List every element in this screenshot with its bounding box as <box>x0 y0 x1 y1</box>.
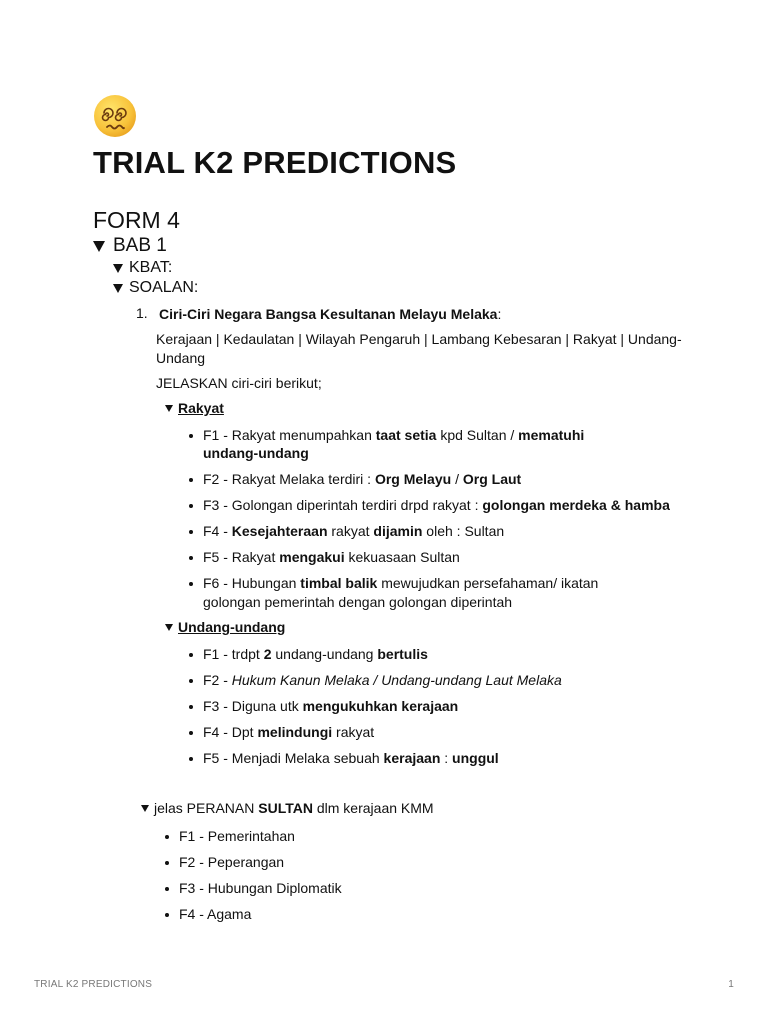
rakyat-label: Rakyat <box>178 400 224 416</box>
list-item: F1 - Rakyat menumpahkan taat setia kpd Sultan / mematuhi undang-undang <box>187 426 687 452</box>
list-item: F6 - Hubungan timbal balik mewujudkan persefahaman/ ikatan golongan pemerintah dengan golongan diperintah <box>187 574 663 612</box>
bab-heading: BAB 1 <box>113 235 167 256</box>
triangle-down-icon <box>165 405 173 412</box>
toggle-rakyat[interactable] <box>165 400 224 416</box>
triangle-down-icon <box>141 805 149 812</box>
aspects-text: Kerajaan | Kedaulatan | Wilayah Pengaruh | Lambang Kebesaran | Rakyat | Undang- Undang <box>156 331 682 366</box>
list-item: F4 - Agama <box>163 905 251 924</box>
list-item: F3 - Diguna utk mengukuhkan kerajaan <box>187 697 458 716</box>
form-heading: FORM 4 <box>93 207 180 233</box>
undang-undang-list <box>187 645 687 775</box>
list-number: 1. <box>136 305 148 321</box>
peranan-label: jelas PERANAN SULTAN dlm kerajaan KMM <box>154 800 434 816</box>
list-item: F1 - trdpt 2 undang-undang bertulis <box>187 645 428 664</box>
list-item: F4 - Dpt melindungi rakyat <box>187 723 374 742</box>
list-item: F2 - Rakyat Melaka terdiri : Org Melayu / Org Laut <box>187 470 521 489</box>
instruction-text: JELASKAN ciri-ciri berikut; <box>156 375 322 391</box>
page-title: TRIAL K2 PREDICTIONS <box>93 145 457 180</box>
list-item: F5 - Rakyat mengakui kekuasaan Sultan <box>187 548 460 567</box>
toggle-peranan-sultan[interactable] <box>141 800 434 816</box>
question-heading: Ciri-Ciri Negara Bangsa Kesultanan Melayu Melaka: <box>159 306 502 322</box>
list-item: F3 - Golongan diperintah terdiri drpd rakyat : golongan merdeka & hamba <box>187 496 693 515</box>
list-item: F5 - Menjadi Melaka sebuah kerajaan : unggul <box>187 749 499 768</box>
list-item: F2 - Peperangan <box>163 853 284 872</box>
list-item: F1 - Pemerintahan <box>163 827 295 846</box>
list-item: F4 - Kesejahteraan rakyat dijamin oleh : Sultan <box>187 522 504 541</box>
undang-undang-label: Undang-undang <box>178 619 286 635</box>
rakyat-list <box>187 426 687 610</box>
triangle-down-icon <box>93 241 105 252</box>
toggle-bab-1[interactable] <box>93 235 167 257</box>
footer-title: TRIAL K2 PREDICTIONS <box>34 979 153 990</box>
triangle-down-icon <box>113 284 123 293</box>
list-item: F2 - Hukum Kanun Melaka / Undang-undang Laut Melaka <box>187 671 683 690</box>
peranan-list <box>163 827 463 937</box>
toggle-soalan[interactable] <box>113 279 198 297</box>
kbat-heading: KBAT: <box>129 259 173 276</box>
toggle-kbat[interactable] <box>113 259 172 277</box>
footer-page-number: 1 <box>728 979 734 990</box>
triangle-down-icon <box>113 264 123 273</box>
list-item: F3 - Hubungan Diplomatik <box>163 879 419 898</box>
toggle-undang-undang[interactable] <box>165 619 285 635</box>
dizzy-face-emoji-icon <box>93 94 137 138</box>
soalan-heading: SOALAN: <box>129 279 199 296</box>
triangle-down-icon <box>165 624 173 631</box>
